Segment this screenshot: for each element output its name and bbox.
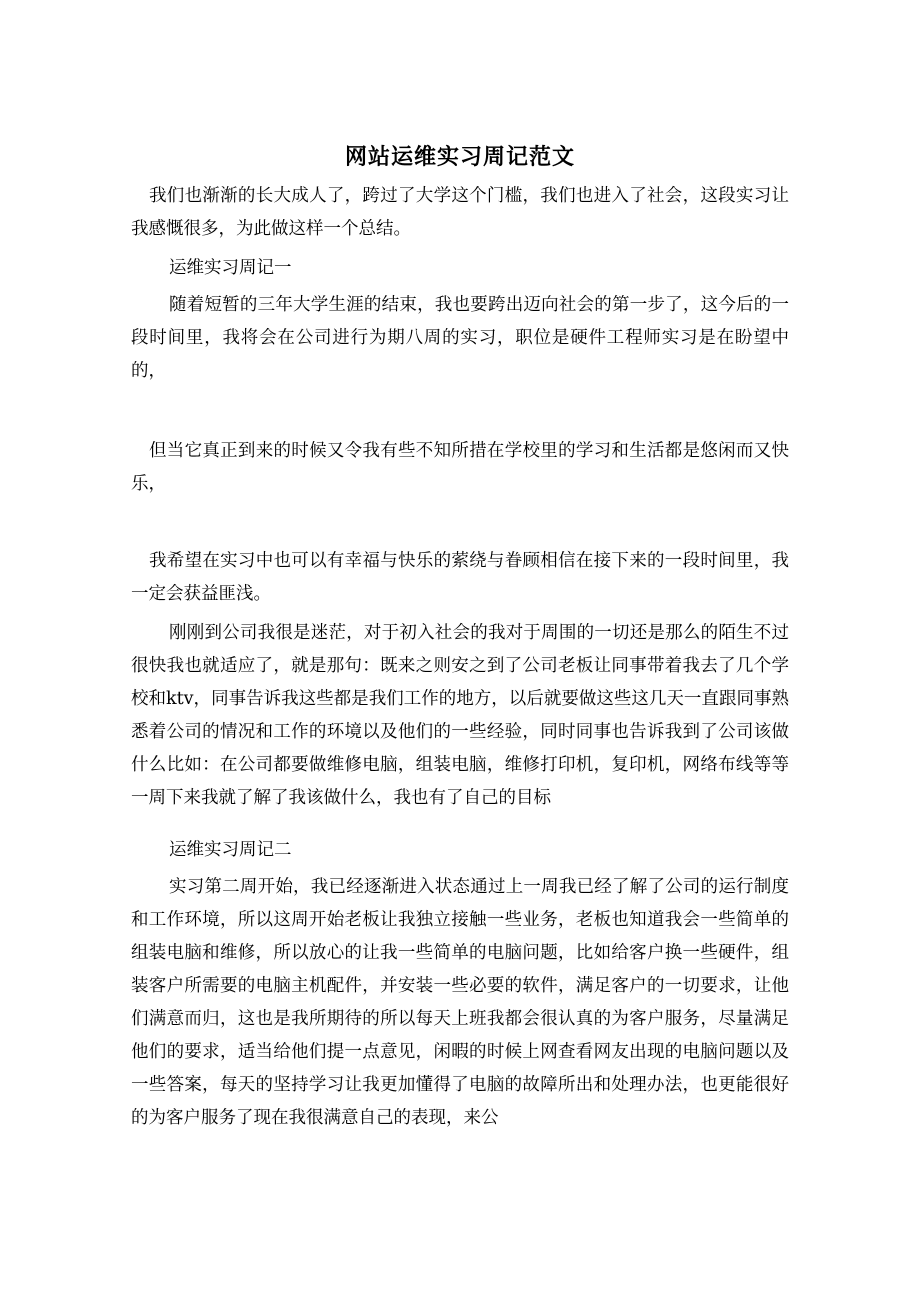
document-title: 网站运维实习周记范文: [344, 144, 575, 170]
paragraph-week-two: 实习第二周开始，我已经逐渐进入状态通过上一周我已经了解了公司的运行制度和工作环境，所以这周开始老板让我独立接触一些业务，老板也知道我会一些简单的组装电脑和维修，所以放心的让我一些简单的电脑问题，比如给客户换一些硬件，组装客户所需要的电脑主机配件，并安装一些必要的软件，满足客户的一切要求，让他们满意而归，这也是我所期待的所以每天上班我都会很认真的为客户服务，尽量满足他们的要求，适当给他们提一点意见，闲暇的时候上网查看网友出现的电脑问题以及一些答案，每天的坚持学习让我更加懂得了电脑的故障所出和处理办法，也更能很好的为客户服务了现在我很满意自己的表现，来公: [131, 877, 789, 1128]
paragraph-week-one-feeling: 但当它真正到来的时候又令我有些不知所措在学校里的学习和生活都是悠闲而又快乐，: [131, 441, 789, 494]
section-heading-week-one: 运维实习周记一: [169, 258, 292, 278]
paragraph-week-one-detail: 刚刚到公司我很是迷茫，对于初入社会的我对于周围的一切还是那么的陌生不过很快我也就适应了，就是那句：既来之则安之到了公司老板让同事带着我去了几个学校和ktv，同事告诉我这些都是我们工作的地方，以后就要做这些这几天一直跟同事熟悉着公司的情况和工作的环境以及他们的一些经验，同时同事也告诉我到了公司该做什么比如：在公司都要做维修电脑，组装电脑，维修打印机，复印机，网络布线等等一周下来我就了解了我该做什么，我也有了自己的目标: [131, 623, 789, 808]
paragraph-intro: 我们也渐渐的长大成人了，跨过了大学这个门槛，我们也进入了社会，这段实习让我感慨很多，为此做这样一个总结。: [131, 186, 789, 239]
paragraph-week-one-start: 随着短暂的三年大学生涯的结束，我也要跨出迈向社会的第一步了，这今后的一段时间里，我将会在公司进行为期八周的实习，职位是硬件工程师实习是在盼望中的，: [131, 295, 789, 381]
paragraph-week-one-hope: 我希望在实习中也可以有幸福与快乐的萦绕与眷顾相信在接下来的一段时间里，我一定会获益匪浅。: [131, 551, 789, 604]
section-heading-week-two: 运维实习周记二: [169, 840, 292, 860]
